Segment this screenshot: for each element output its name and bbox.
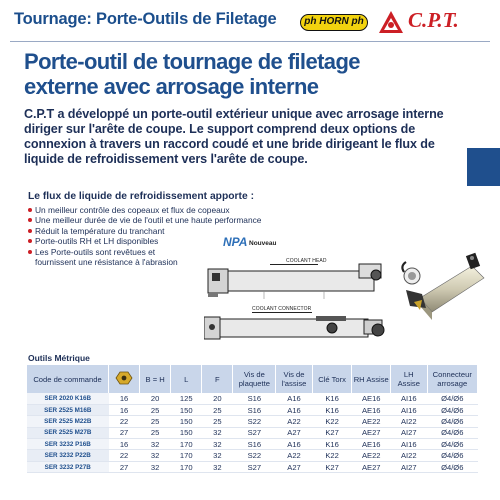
table-cell: K22 <box>312 450 352 461</box>
table-cell: AI16 <box>391 404 427 415</box>
table-cell: 25 <box>202 416 233 427</box>
table-row <box>27 439 478 450</box>
table-cell: S16 <box>233 439 276 450</box>
table-cell: 170 <box>171 439 202 450</box>
table-cell: S27 <box>233 461 276 472</box>
intro-line-1: C.P.T a développé un porte-outil extérieur unique avec arrosage interne <box>24 107 444 121</box>
table-cell: AE16 <box>352 439 391 450</box>
intro-line-3: connexion à travers un raccord coudé et une bride dirigeant le flux de <box>24 137 435 151</box>
table-cell: 150 <box>171 427 202 438</box>
table-cell: 32 <box>202 461 233 472</box>
table-cell: AI27 <box>391 461 427 472</box>
table-cell: 20 <box>202 393 233 404</box>
table-cell: K16 <box>312 439 352 450</box>
npa-badge: NPA <box>223 235 248 249</box>
order-code-cell: SER 3232 P16B <box>27 439 109 450</box>
col-header: F <box>202 365 233 393</box>
table-cell: A22 <box>276 416 312 427</box>
table-cell: 32 <box>140 461 171 472</box>
col-header: Clé Torx <box>312 365 352 393</box>
table-heading: Outils Métrique <box>28 353 90 363</box>
table-cell: 25 <box>202 404 233 415</box>
col-header: Vis de l'assise <box>276 365 312 393</box>
table-header-row <box>27 365 478 393</box>
order-code-cell: SER 2525 M27B <box>27 427 109 438</box>
table-cell: AI22 <box>391 450 427 461</box>
table-cell: A16 <box>276 393 312 404</box>
order-code-cell: SER 3232 P27B <box>27 461 109 472</box>
table-cell: K27 <box>312 427 352 438</box>
table-cell: AI16 <box>391 439 427 450</box>
header-divider <box>10 41 490 42</box>
intro-line-2: diriger sur l'arête de coupe. Le support comprend deux options de <box>24 122 416 136</box>
order-code-cell: SER 2525 M22B <box>27 416 109 427</box>
horn-logo: ph HORN ph <box>300 14 368 31</box>
table-cell: 25 <box>140 416 171 427</box>
coolant-connector-leader <box>252 312 312 313</box>
table-cell: K16 <box>312 393 352 404</box>
table-cell: 16 <box>109 393 140 404</box>
nouveau-label: Nouveau <box>249 240 277 247</box>
table-cell: S27 <box>233 427 276 438</box>
coolant-connector-label: COOLANT CONNECTOR <box>252 306 312 312</box>
table-cell: S16 <box>233 404 276 415</box>
table-cell: 32 <box>202 450 233 461</box>
table-row <box>27 416 478 427</box>
table-cell: A27 <box>276 461 312 472</box>
table-cell: 32 <box>202 439 233 450</box>
table-row <box>27 461 478 472</box>
order-code-cell: SER 2525 M16B <box>27 404 109 415</box>
col-header: Connecteur arrosage <box>427 365 478 393</box>
table-cell: A22 <box>276 450 312 461</box>
cpt-logo-icon <box>378 10 404 34</box>
table-cell: Ø4/Ø6 <box>427 427 478 438</box>
table-cell: AE27 <box>352 427 391 438</box>
table-cell: AE22 <box>352 416 391 427</box>
table-cell: 27 <box>109 427 140 438</box>
table-cell: 22 <box>109 450 140 461</box>
table-cell: 25 <box>140 404 171 415</box>
tool-holder-photo-icon <box>392 248 492 340</box>
table-cell: 170 <box>171 461 202 472</box>
table-cell: Ø4/Ø6 <box>427 404 478 415</box>
table-cell: A16 <box>276 404 312 415</box>
table-cell: 22 <box>109 416 140 427</box>
table-cell: AE16 <box>352 393 391 404</box>
page-header <box>14 6 486 36</box>
table-row <box>27 404 478 415</box>
table-cell: 170 <box>171 450 202 461</box>
table-cell: AE22 <box>352 450 391 461</box>
benefit-item: Les Porte-outils sont revêtues et fournissent une résistance à l'abrasion <box>28 247 328 268</box>
table-cell: A16 <box>276 439 312 450</box>
table-cell: 16 <box>109 404 140 415</box>
intro-line-4: liquide de refroidissement vers l'arête de coupe. <box>24 152 308 166</box>
table-cell: Ø4/Ø6 <box>427 393 478 404</box>
table-cell: S16 <box>233 393 276 404</box>
table-cell: A27 <box>276 427 312 438</box>
specs-table <box>27 365 478 473</box>
table-cell: Ø4/Ø6 <box>427 439 478 450</box>
order-code-cell: SER 2020 K16B <box>27 393 109 404</box>
benefit-item: Réduit la température du tranchant <box>28 226 328 236</box>
table-cell: 150 <box>171 416 202 427</box>
title-line-2: externe avec arrosage interne <box>24 74 319 99</box>
col-header: L <box>171 365 202 393</box>
table-cell: 25 <box>140 427 171 438</box>
benefits-heading: Le flux de liquide de refroidissement apporte : <box>28 191 254 202</box>
table-cell: 32 <box>140 450 171 461</box>
order-code-cell: SER 3232 P22B <box>27 450 109 461</box>
table-cell: K22 <box>312 416 352 427</box>
table-cell: 150 <box>171 404 202 415</box>
table-body <box>27 393 478 473</box>
table-cell: 125 <box>171 393 202 404</box>
intro-paragraph <box>24 107 472 167</box>
title-line-1: Porte-outil de tournage de filetage <box>24 49 360 74</box>
brand-logo: C.P.T. <box>408 8 459 32</box>
table-cell: AI22 <box>391 416 427 427</box>
table-cell: Ø4/Ø6 <box>427 416 478 427</box>
benefit-item: Porte-outils RH et LH disponibles <box>28 236 328 246</box>
header-title: Tournage: Porte-Outils de Filetage <box>14 10 277 28</box>
table-row <box>27 450 478 461</box>
table-cell: 32 <box>202 427 233 438</box>
col-header: B = H <box>140 365 171 393</box>
col-header: LH Assise <box>391 365 427 393</box>
benefit-item: Un meilleur contrôle des copeaux et flux de copeaux <box>28 205 328 215</box>
table-cell: AI27 <box>391 427 427 438</box>
table-cell: Ø4/Ø6 <box>427 450 478 461</box>
benefit-item: Une meilleur durée de vie de l'outil et une haute performance <box>28 215 328 225</box>
table-cell: AE27 <box>352 461 391 472</box>
insert-icon <box>109 365 140 393</box>
table-cell: K16 <box>312 404 352 415</box>
col-header: Vis de plaquette <box>233 365 276 393</box>
table-cell: AI16 <box>391 393 427 404</box>
page-title <box>24 49 464 99</box>
table-cell: S22 <box>233 450 276 461</box>
table-cell: Ø4/Ø6 <box>427 461 478 472</box>
table-cell: 32 <box>140 439 171 450</box>
table-cell: 20 <box>140 393 171 404</box>
table-cell: 27 <box>109 461 140 472</box>
coolant-head-label: COOLANT HEAD <box>286 258 327 264</box>
coolant-head-leader <box>270 264 318 265</box>
table-row <box>27 427 478 438</box>
table-cell: S22 <box>233 416 276 427</box>
table-cell: 16 <box>109 439 140 450</box>
table-row <box>27 393 478 404</box>
table-cell: K27 <box>312 461 352 472</box>
section-tab <box>467 148 500 186</box>
col-header: Code de commande <box>27 365 109 393</box>
col-header: RH Assise <box>352 365 391 393</box>
table-cell: AE16 <box>352 404 391 415</box>
